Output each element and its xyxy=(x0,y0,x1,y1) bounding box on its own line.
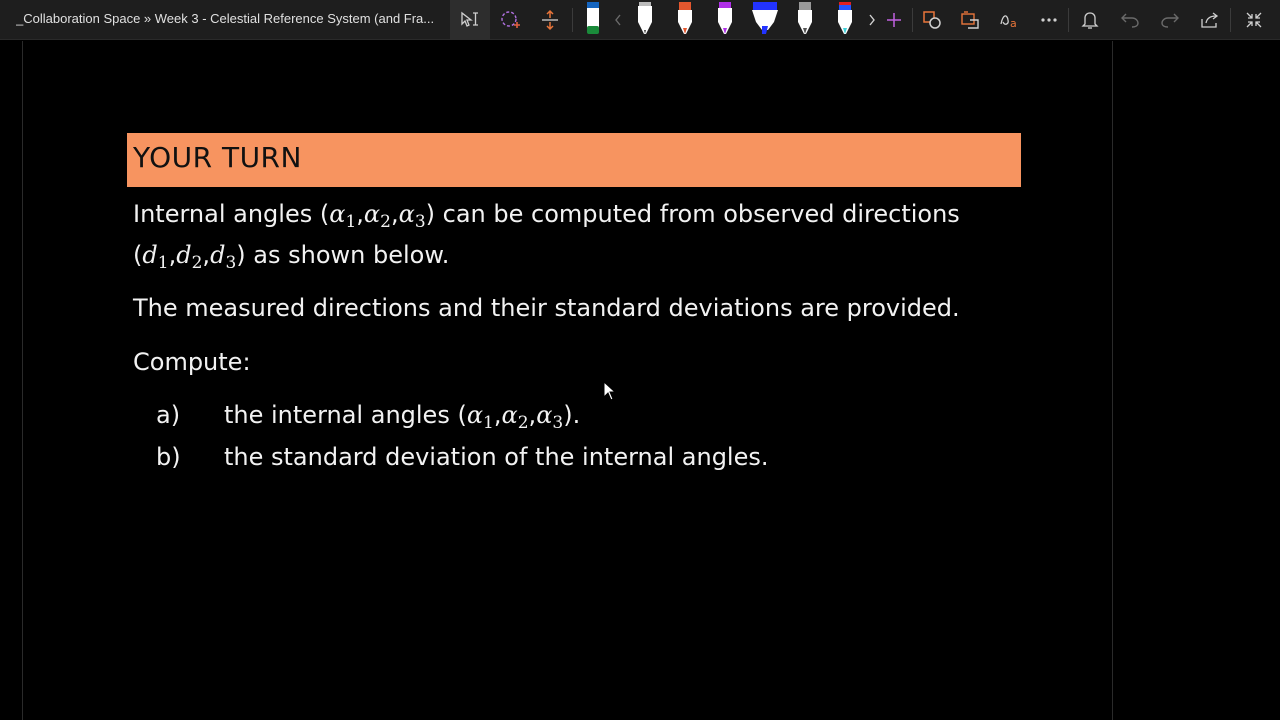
ink-to-shape-icon xyxy=(960,10,980,30)
more-options-button[interactable] xyxy=(1036,0,1062,40)
pen-purple-button[interactable] xyxy=(712,0,738,40)
direction-d-1: $d_1$ xyxy=(142,241,169,273)
open-paren: ( xyxy=(133,241,143,269)
toolbar-separator xyxy=(912,8,913,32)
angle-alpha-3: $\alpha_3$ xyxy=(536,401,564,433)
lasso-icon xyxy=(499,9,521,31)
angle-alpha-1: $\alpha_1$ xyxy=(466,401,494,433)
list-item-marker-b: b) xyxy=(156,443,181,471)
scroll-pens-right-button[interactable] xyxy=(864,0,880,40)
scroll-pens-left-button[interactable] xyxy=(610,0,626,40)
slide-text-line-3: The measured directions and their standard deviations are provided. xyxy=(133,294,960,322)
slide-heading: YOUR TURN xyxy=(133,141,302,174)
undo-icon xyxy=(1120,11,1140,29)
collapse-icon xyxy=(1245,11,1263,29)
pen-icon xyxy=(795,2,815,38)
ink-to-text-button[interactable] xyxy=(996,0,1024,40)
chevron-right-icon xyxy=(867,13,877,27)
list-item-a xyxy=(224,401,581,433)
slide-text-line-2 xyxy=(133,241,450,273)
page-canvas-left-edge xyxy=(22,41,23,720)
comma: , xyxy=(390,200,399,228)
share-button[interactable] xyxy=(1196,0,1224,40)
vertical-space-icon xyxy=(539,9,561,31)
text-select-tool-button[interactable] xyxy=(450,0,490,40)
shapes-icon xyxy=(922,10,942,30)
lasso-select-tool-button[interactable] xyxy=(492,0,528,40)
angle-alpha-3: $\alpha_3$ xyxy=(398,200,426,232)
direction-d-3: $d_3$ xyxy=(210,241,237,273)
highlighter-icon xyxy=(750,2,780,38)
angle-alpha-2: $\alpha_2$ xyxy=(501,401,529,433)
toolbar-separator xyxy=(572,8,573,32)
ink-to-shape-button[interactable] xyxy=(956,0,984,40)
comma: , xyxy=(493,401,502,429)
svg-text:a: a xyxy=(1010,17,1017,30)
draw-toolbar xyxy=(0,0,1280,40)
pen-gray-button[interactable] xyxy=(792,0,818,40)
toolbar-separator xyxy=(1068,8,1069,32)
item-a-suffix: ). xyxy=(563,401,581,429)
insert-space-tool-button[interactable] xyxy=(532,0,568,40)
comma: , xyxy=(528,401,537,429)
page-canvas-right-edge xyxy=(1112,41,1113,720)
angle-alpha-2: $\alpha_2$ xyxy=(363,200,391,232)
redo-button[interactable] xyxy=(1156,0,1184,40)
shapes-button[interactable] xyxy=(918,0,946,40)
item-a-prefix: the internal angles ( xyxy=(224,401,467,429)
redo-icon xyxy=(1160,11,1180,29)
pen-green-button[interactable] xyxy=(580,0,606,40)
page-breadcrumb[interactable]: _Collaboration Space » Week 3 - Celestial Reference System (and Fra... xyxy=(16,11,435,26)
slide-text-compute: Compute: xyxy=(133,348,251,376)
pen-icon xyxy=(675,2,695,38)
bell-icon xyxy=(1081,10,1099,30)
ink-to-text-icon xyxy=(999,10,1021,30)
pen-teal-button[interactable] xyxy=(832,0,858,40)
line1-prefix: Internal angles ( xyxy=(133,200,330,228)
pen-icon xyxy=(635,2,655,38)
comma: , xyxy=(168,241,177,269)
chevron-left-icon xyxy=(613,13,623,27)
list-item-marker-a: a) xyxy=(156,401,181,429)
mouse-pointer-icon xyxy=(603,381,617,405)
marker-icon xyxy=(583,2,603,38)
pen-icon xyxy=(835,2,855,38)
undo-button[interactable] xyxy=(1116,0,1144,40)
pen-white-button[interactable] xyxy=(632,0,658,40)
pen-orange-button[interactable] xyxy=(672,0,698,40)
text-cursor-icon xyxy=(459,9,481,31)
add-pen-button[interactable] xyxy=(882,0,906,40)
plus-icon xyxy=(886,12,902,28)
exit-full-screen-button[interactable] xyxy=(1240,0,1268,40)
line1-suffix: ) can be computed from observed directions xyxy=(425,200,960,228)
comma: , xyxy=(202,241,211,269)
highlighter-blue-button[interactable] xyxy=(748,0,782,40)
slide-text-line-1 xyxy=(133,200,960,232)
line2-suffix: ) as shown below. xyxy=(236,241,450,269)
notifications-button[interactable] xyxy=(1076,0,1104,40)
toolbar-separator xyxy=(1230,8,1231,32)
direction-d-2: $d_2$ xyxy=(176,241,203,273)
slide-heading-band xyxy=(127,133,1021,187)
list-item-b: the standard deviation of the internal angles. xyxy=(224,443,769,471)
angle-alpha-1: $\alpha_1$ xyxy=(329,200,357,232)
comma: , xyxy=(356,200,364,228)
pen-icon xyxy=(715,2,735,38)
ellipsis-icon xyxy=(1040,17,1058,23)
share-icon xyxy=(1200,11,1220,29)
